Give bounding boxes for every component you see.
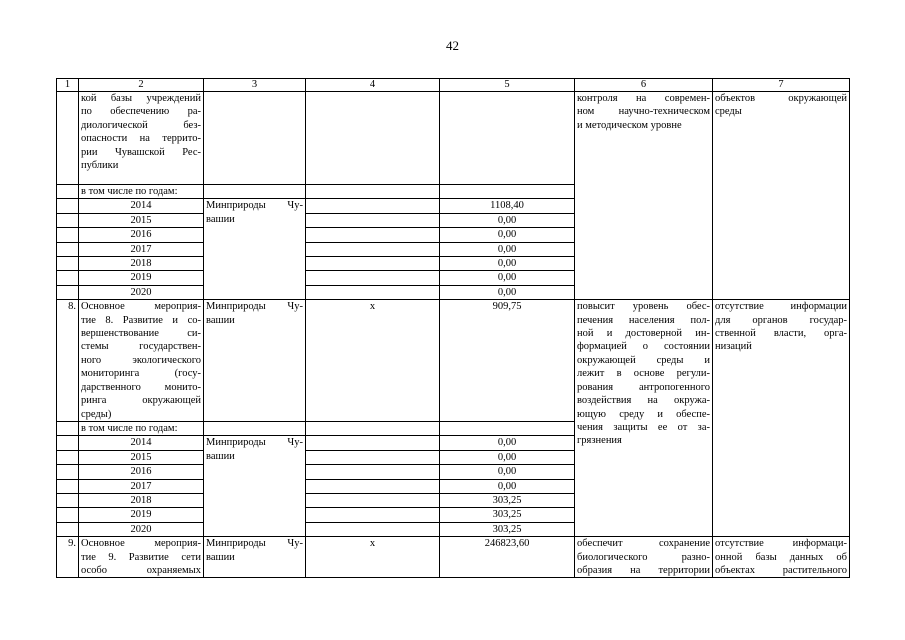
text-line: ного экологического [81, 354, 201, 366]
year-cell: 2015 [79, 450, 204, 464]
source-cell [306, 199, 440, 213]
num-cell [57, 199, 79, 213]
name-cell [79, 92, 204, 185]
text-line: публики [81, 160, 119, 172]
text-line: онной базы данных об [715, 551, 847, 563]
executor-line: Минприроды Чу- [206, 200, 303, 212]
text-line: контроля на современ- [577, 93, 710, 104]
text-line: рии Чувашской Рес- [81, 146, 201, 158]
amount-cell: 303,25 [440, 508, 575, 522]
text-line: для органов государ- [715, 314, 847, 326]
executor-line: Минприроды Чу- [206, 437, 303, 449]
amount-cell [440, 92, 575, 185]
text-line: объектов окружающей [715, 93, 847, 104]
text-line: обеспечит сохранение [577, 538, 710, 550]
text-line: и методическом уровне [577, 119, 682, 131]
num-cell [57, 228, 79, 242]
header-cell: 7 [713, 79, 850, 92]
num-cell [57, 508, 79, 522]
amount-cell: 0,00 [440, 450, 575, 464]
header-cell: 2 [79, 79, 204, 92]
text-line: рования антропогенного [577, 381, 710, 393]
executor-line: вашии [206, 314, 235, 326]
by-years-label: в том числе по годам: [79, 185, 204, 199]
risk-cell [713, 92, 850, 300]
num-cell: 9. [57, 537, 79, 578]
source-cell [306, 508, 440, 522]
num-cell [57, 493, 79, 507]
text-line: вершенствование си- [81, 328, 201, 340]
header-cell: 3 [204, 79, 306, 92]
source-cell [306, 228, 440, 242]
amount-cell [440, 185, 575, 199]
source-cell [306, 479, 440, 493]
source-cell [306, 213, 440, 227]
source-cell [306, 285, 440, 299]
source-cell: х [306, 537, 440, 578]
text-line: окружающей среды и [577, 354, 710, 366]
amount-cell: 0,00 [440, 465, 575, 479]
text-line: воздействия на окружа- [577, 395, 710, 407]
header-row [57, 79, 850, 92]
text-line: Основное мероприя- [81, 301, 201, 313]
amount-cell: 0,00 [440, 242, 575, 256]
text-line: тие 8. Развитие и со- [81, 314, 201, 326]
header-cell: 6 [575, 79, 713, 92]
amount-cell [440, 421, 575, 435]
executor-line: вашии [206, 213, 235, 225]
num-cell [57, 257, 79, 271]
year-cell: 2014 [79, 199, 204, 213]
executor-cell [204, 537, 306, 578]
amount-cell: 0,00 [440, 285, 575, 299]
num-cell [57, 436, 79, 450]
executor-cell [204, 199, 306, 300]
num-cell [57, 450, 79, 464]
risk-cell [713, 537, 850, 578]
text-line: кой базы учреждений [81, 93, 201, 104]
amount-cell: 0,00 [440, 479, 575, 493]
executor-line: Минприроды Чу- [206, 538, 303, 550]
num-cell: 8. [57, 300, 79, 422]
num-cell [57, 185, 79, 199]
executor-cell [204, 421, 306, 435]
amount-cell: 909,75 [440, 300, 575, 422]
result-cell [575, 92, 713, 300]
source-cell: х [306, 300, 440, 422]
text-line: ринга окружающей [81, 395, 201, 407]
num-cell [57, 213, 79, 227]
num-cell [57, 92, 79, 185]
name-cell [79, 537, 204, 578]
program-table [56, 78, 850, 578]
year-cell: 2014 [79, 436, 204, 450]
text-line: ном научно-техническом [577, 106, 710, 118]
page-number: 42 [446, 38, 459, 53]
executor-line: вашии [206, 450, 235, 462]
text-line: особо охраняемых [81, 564, 201, 576]
source-cell [306, 242, 440, 256]
text-line: печения населения пол- [577, 314, 710, 326]
source-cell [306, 522, 440, 536]
num-cell [57, 285, 79, 299]
result-cell [575, 300, 713, 537]
text-line: ной и достоверной ин- [577, 328, 710, 340]
executor-cell [204, 300, 306, 422]
table-body [57, 79, 850, 578]
source-cell [306, 465, 440, 479]
text-line: чения защиты ее от за- [577, 421, 710, 433]
num-cell [57, 479, 79, 493]
text-line: низаций [715, 341, 752, 353]
amount-cell: 0,00 [440, 436, 575, 450]
year-cell: 2017 [79, 242, 204, 256]
year-cell: 2020 [79, 285, 204, 299]
text-line: объектах растительного [715, 564, 847, 576]
source-cell [306, 271, 440, 285]
result-cell [575, 537, 713, 578]
table-row [57, 537, 850, 578]
executor-line: вашии [206, 551, 235, 563]
amount-cell: 1108,40 [440, 199, 575, 213]
text-line: ющую среду и обеспе- [577, 408, 710, 420]
year-cell: 2020 [79, 522, 204, 536]
table-row [57, 92, 850, 185]
source-cell [306, 185, 440, 199]
amount-cell: 0,00 [440, 228, 575, 242]
num-cell [57, 242, 79, 256]
year-cell: 2019 [79, 271, 204, 285]
text-line: ственной власти, орга- [715, 328, 847, 340]
amount-cell: 0,00 [440, 213, 575, 227]
num-cell [57, 421, 79, 435]
text-line: опасности на террито- [81, 133, 201, 145]
year-cell: 2019 [79, 508, 204, 522]
text-line: среды [715, 106, 742, 118]
source-cell [306, 421, 440, 435]
name-cell [79, 300, 204, 422]
text-line: мониторинга (госу- [81, 368, 201, 380]
source-cell [306, 92, 440, 185]
text-line: тие 9. Развитие сети [81, 551, 201, 563]
executor-cell [204, 436, 306, 537]
year-cell: 2018 [79, 493, 204, 507]
executor-cell [204, 92, 306, 185]
num-cell [57, 465, 79, 479]
table-row [57, 300, 850, 422]
num-cell [57, 271, 79, 285]
text-line: стемы государствен- [81, 341, 201, 353]
year-cell: 2015 [79, 213, 204, 227]
text-line: формацией о состоянии [577, 341, 710, 353]
text-line: Основное мероприя- [81, 538, 201, 550]
risk-cell [713, 300, 850, 537]
text-line: дарственного монито- [81, 381, 201, 393]
text-line: по обеспечению ра- [81, 106, 201, 118]
year-cell: 2016 [79, 228, 204, 242]
num-cell [57, 522, 79, 536]
text-line: биологического разно- [577, 551, 710, 563]
executor-line: Минприроды Чу- [206, 301, 303, 313]
by-years-label: в том числе по годам: [79, 421, 204, 435]
source-cell [306, 493, 440, 507]
source-cell [306, 450, 440, 464]
year-cell: 2017 [79, 479, 204, 493]
year-cell: 2018 [79, 257, 204, 271]
year-cell: 2016 [79, 465, 204, 479]
text-line: повысит уровень обес- [577, 301, 710, 313]
amount-cell: 0,00 [440, 257, 575, 271]
amount-cell: 0,00 [440, 271, 575, 285]
header-cell: 4 [306, 79, 440, 92]
source-cell [306, 257, 440, 271]
header-cell: 1 [57, 79, 79, 92]
text-line: лежит в основе регули- [577, 368, 710, 380]
amount-cell: 246823,60 [440, 537, 575, 578]
executor-cell [204, 185, 306, 199]
text-line: отсутствие информации [715, 301, 847, 313]
source-cell [306, 436, 440, 450]
text-line: отсутствие информаци- [715, 538, 847, 550]
text-line: среды) [81, 408, 112, 420]
amount-cell: 303,25 [440, 522, 575, 536]
header-cell: 5 [440, 79, 575, 92]
text-line: образия на территории [577, 564, 710, 576]
amount-cell: 303,25 [440, 493, 575, 507]
text-line: грязнения [577, 435, 622, 447]
text-line: диологической без- [81, 119, 201, 131]
